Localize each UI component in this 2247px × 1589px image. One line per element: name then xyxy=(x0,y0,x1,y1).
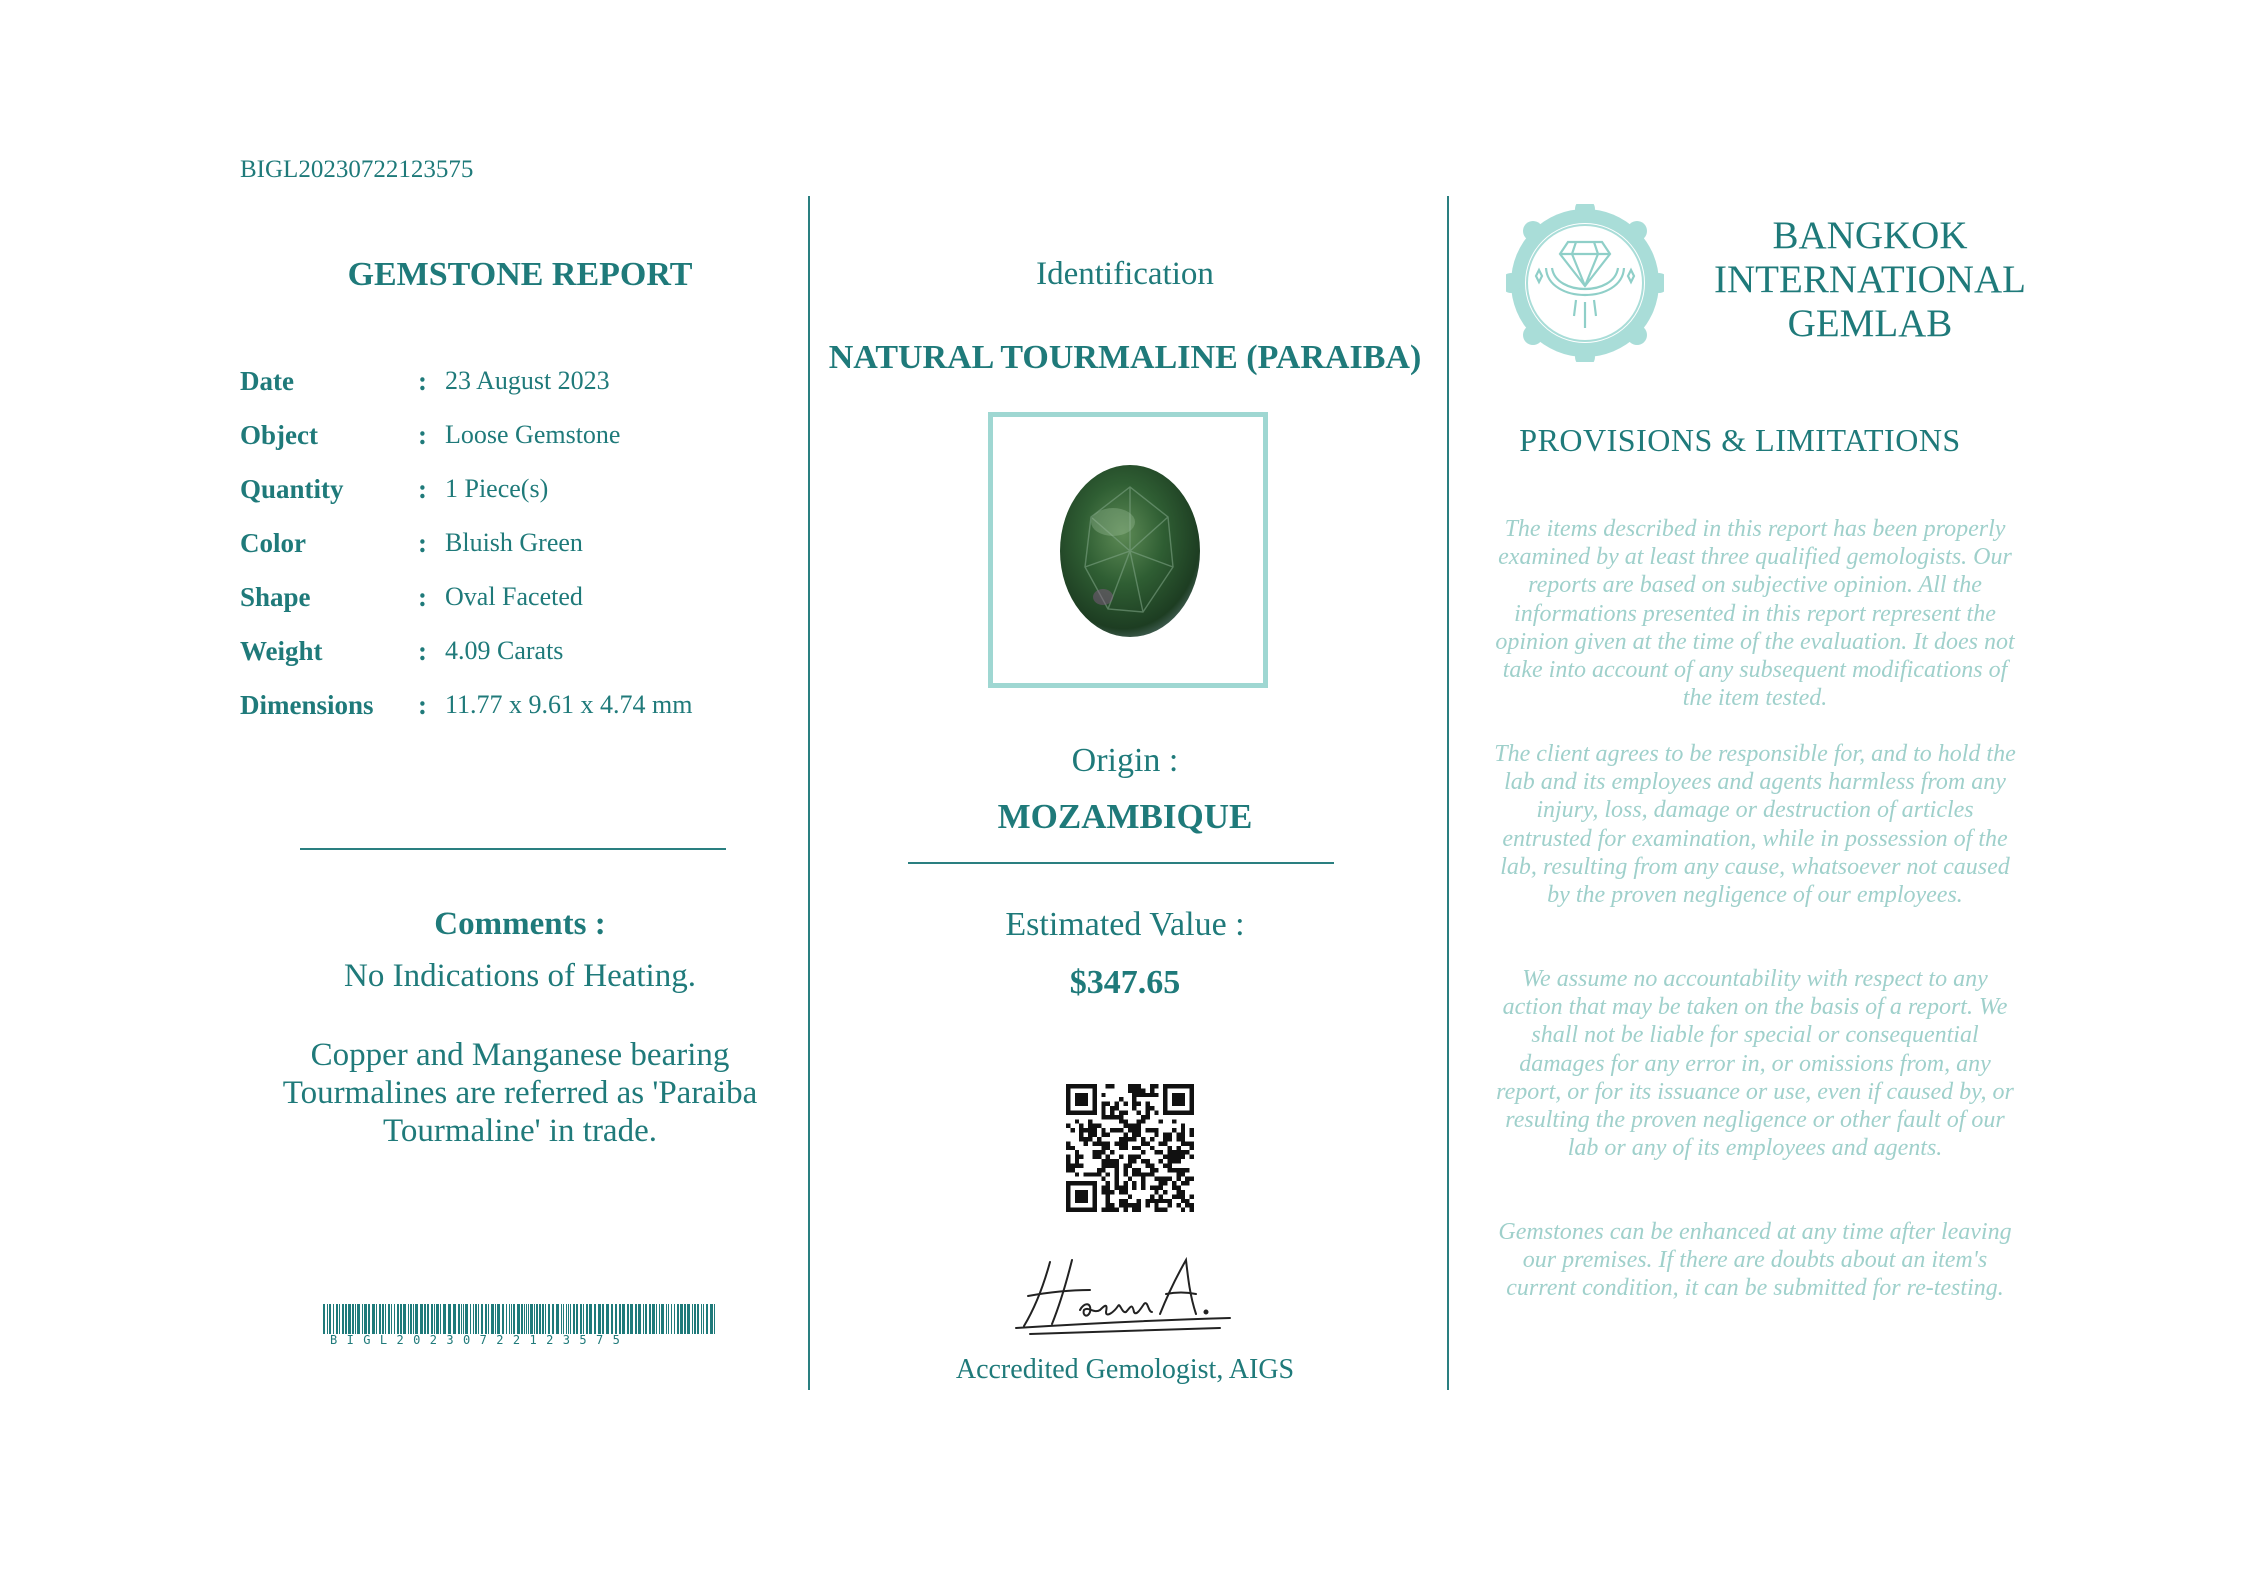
separator-line xyxy=(300,848,726,850)
estimated-value-amount: $347.65 xyxy=(1069,964,1181,1001)
gem-photo xyxy=(993,417,1263,683)
detail-label: Color xyxy=(240,528,306,558)
barcode-text: BIGL20230722123575 xyxy=(330,1333,630,1347)
report-title: GEMSTONE REPORT xyxy=(347,256,693,293)
detail-colon: : xyxy=(418,528,427,558)
detail-label: Date xyxy=(240,366,294,396)
origin-value: MOZAMBIQUE xyxy=(997,797,1253,836)
detail-row-weight xyxy=(240,636,800,676)
detail-colon: : xyxy=(418,474,427,504)
column-divider-right xyxy=(1447,196,1449,1390)
detail-value: Oval Faceted xyxy=(445,582,583,611)
detail-row-dimensions xyxy=(240,690,800,730)
barcode-icon xyxy=(323,1304,715,1334)
detail-value: 11.77 x 9.61 x 4.74 mm xyxy=(445,690,693,719)
report-id: BIGL20230722123575 xyxy=(240,156,474,183)
lab-name-line: GEMLAB xyxy=(1787,302,1953,345)
detail-colon: : xyxy=(418,582,427,612)
detail-value: 23 August 2023 xyxy=(445,366,610,395)
detail-label: Shape xyxy=(240,582,311,612)
lab-name-line: BANGKOK xyxy=(1772,214,1968,257)
lab-seal-icon xyxy=(1506,204,1664,362)
detail-row-color xyxy=(240,528,800,568)
estimated-value-label: Estimated Value : xyxy=(1005,906,1245,943)
provision-paragraph: The client agrees to be responsible for, and to hold the lab and its employees and agents harmless from any injury, loss, damage or destruction of articles entrusted for examination, while in possession of the lab, resulting from any cause, whatsoever not caused by the proven negligence of our employees. xyxy=(1494,741,2016,909)
detail-colon: : xyxy=(418,636,427,666)
detail-colon: : xyxy=(418,366,427,396)
origin-label: Origin : xyxy=(1071,742,1179,779)
qr-code-icon xyxy=(1066,1084,1194,1212)
detail-label: Quantity xyxy=(240,474,344,504)
detail-row-quantity xyxy=(240,474,800,514)
lab-name xyxy=(1700,214,2040,346)
signer-title: Accredited Gemologist, AIGS xyxy=(955,1354,1295,1385)
detail-value: Loose Gemstone xyxy=(445,420,621,449)
signature xyxy=(1010,1254,1240,1340)
identification-label: Identification xyxy=(1036,256,1214,292)
detail-row-date xyxy=(240,366,800,406)
provision-paragraph: Gemstones can be enhanced at any time after leaving our premises. If there are doubts about an item's current condition, it can be submitted for re-testing. xyxy=(1498,1219,2012,1302)
detail-value: Bluish Green xyxy=(445,528,583,557)
identification-value: NATURAL TOURMALINE (PARAIBA) xyxy=(828,339,1422,376)
lab-name-line: INTERNATIONAL xyxy=(1714,258,2026,301)
detail-label: Object xyxy=(240,420,318,450)
detail-value: 4.09 Carats xyxy=(445,636,564,665)
provision-paragraph: We assume no accountability with respect to any action that may be taken on the basis of a report. We shall not be liable for special or consequential damages for any error in, or omissions from, any report, or for its issuance or use, even if caused by, or resulting the proven negligence or other fault of our lab or any of its employees and agents. xyxy=(1496,966,2014,1162)
detail-colon: : xyxy=(418,420,427,450)
detail-label: Dimensions xyxy=(240,690,374,720)
separator-line xyxy=(908,862,1334,864)
detail-colon: : xyxy=(418,690,427,720)
provision-paragraph: The items described in this report has been properly examined by at least three qualified gemologists. Our reports are based on subjective opinion. All the informations presented in this report represent the opinion given at the time of the evaluation. It does not take into account of any subsequent modifications of the item tested. xyxy=(1495,516,2015,712)
gem-photo-frame xyxy=(988,412,1268,688)
comment-paraiba-note: Copper and Manganese bearing Tourmalines are referred as 'Paraiba Tourmaline' in trade. xyxy=(282,1037,758,1149)
detail-row-shape xyxy=(240,582,800,622)
provisions-title: PROVISIONS & LIMITATIONS xyxy=(1519,422,1961,458)
detail-label: Weight xyxy=(240,636,323,666)
detail-value: 1 Piece(s) xyxy=(445,474,549,503)
detail-row-object xyxy=(240,420,800,460)
comments-title: Comments : xyxy=(434,906,606,942)
comment-heating: No Indications of Heating. xyxy=(344,958,696,994)
